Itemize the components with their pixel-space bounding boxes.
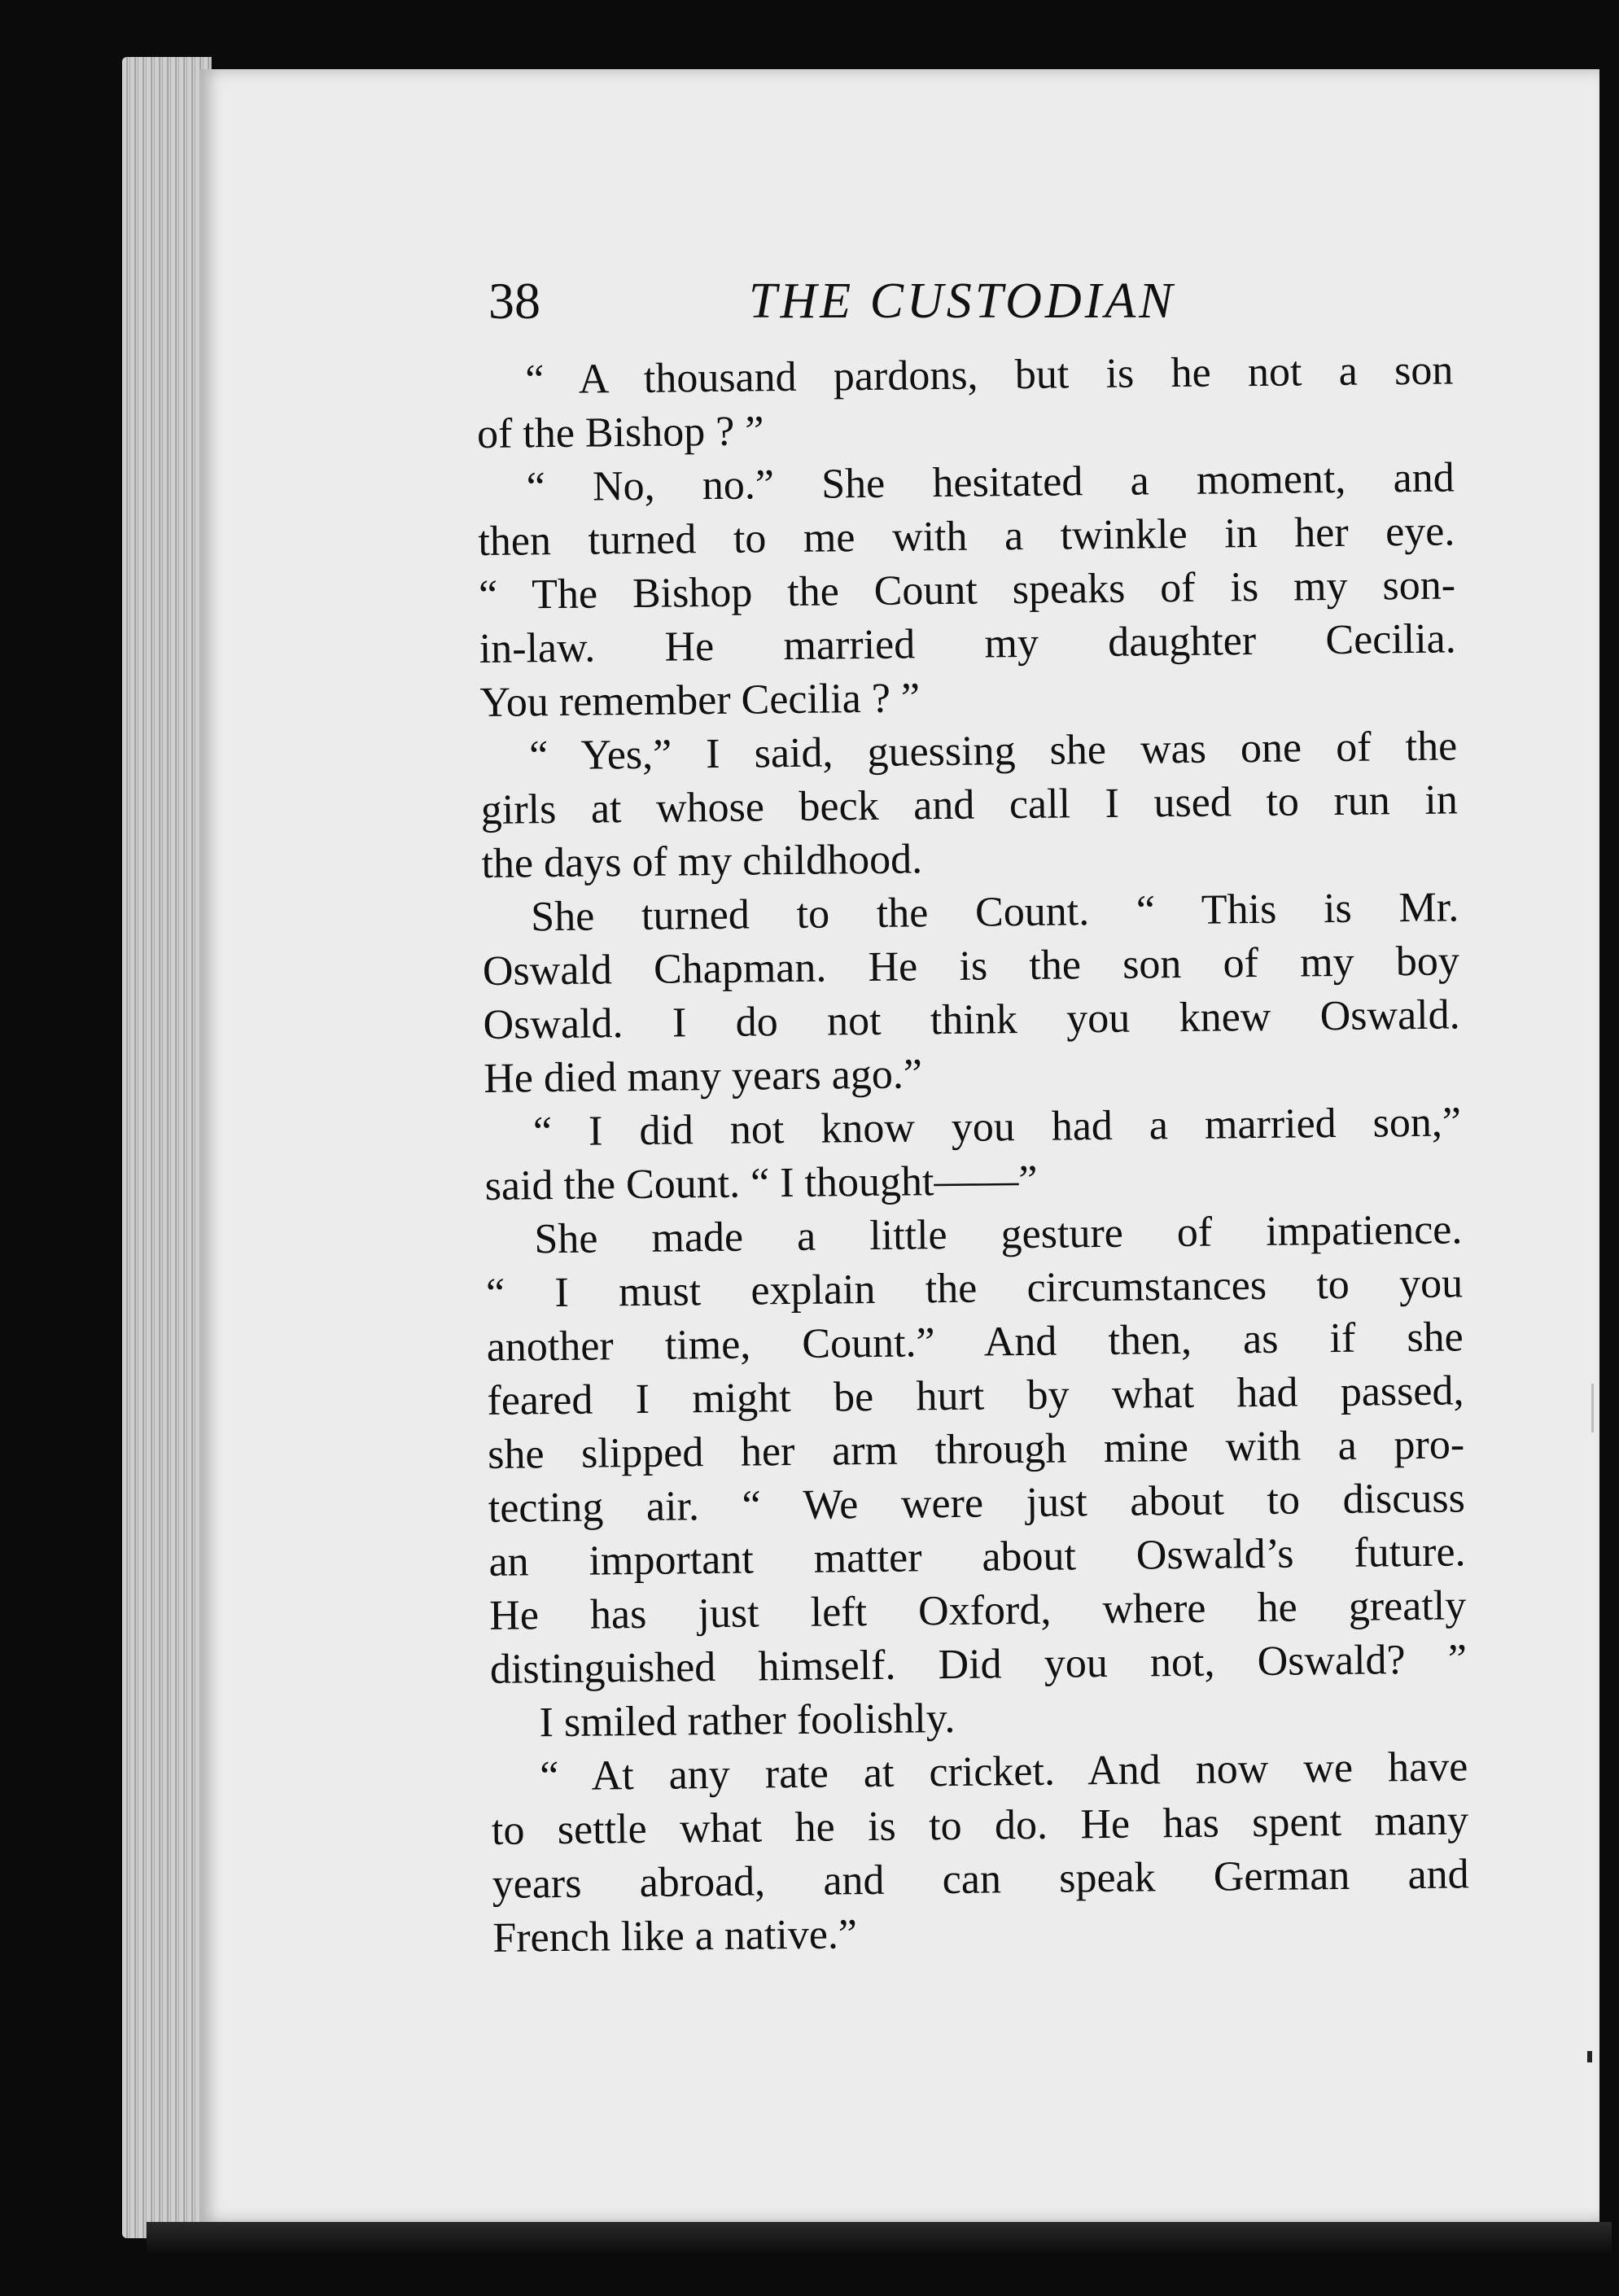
text-line: She turned to the Count. “ This is Mr. <box>530 884 1459 941</box>
text-line: Oswald Chapman. He is the son of my boy <box>482 938 1460 995</box>
text-line: to settle what he is to do. He has spent many <box>491 1797 1469 1854</box>
text-line: the days of my childhood. <box>481 836 923 887</box>
text-line: “ The Bishop the Count speaks of is my son- <box>478 562 1456 619</box>
text-line: “ A thousand pardons, but is he not a son <box>525 347 1454 404</box>
book-page-edges <box>122 57 212 2238</box>
text-line: said the Count. “ I thought——” <box>484 1157 1038 1209</box>
page-bottom-shadow <box>147 2222 1612 2254</box>
text-line: “ Yes,” I said, guessing she was one of the <box>528 723 1458 780</box>
text-line: “ I must explain the circumstances to you <box>485 1260 1464 1317</box>
text-line: feared I might be hurt by what had passed, <box>487 1367 1464 1424</box>
text-line: she slipped her arm through mine with a pro- <box>487 1421 1465 1478</box>
margin-scratch-mark <box>1587 2051 1592 2062</box>
text-line: “ I did not know you had a married son,” <box>532 1099 1462 1156</box>
page-header <box>488 273 1465 330</box>
text-line: “ No, no.” She hesitated a moment, and <box>526 454 1455 511</box>
text-line: another time, Count.” And then, as if she <box>486 1314 1464 1371</box>
text-line: He died many years ago.” <box>484 1051 923 1102</box>
text-line: He has just left Oxford, where he greatly <box>488 1582 1467 1639</box>
text-line: an important matter about Oswald’s future. <box>488 1528 1466 1585</box>
running-head: THE CUSTODIAN <box>749 273 1176 329</box>
margin-scratch-mark <box>1591 1384 1594 1432</box>
text-line: of the Bishop ? ” <box>476 408 764 457</box>
text-line: I smiled rather foolishly. <box>539 1695 956 1747</box>
text-line: tecting air. “ We were just about to discuss <box>488 1475 1466 1532</box>
text-line: You remember Cecilia ? ” <box>479 675 921 726</box>
text-line: girls at whose beck and call I used to run in <box>480 776 1459 833</box>
text-line: years abroad, and can speak German and <box>492 1851 1469 1908</box>
text-line: Oswald. I do not think you knew Oswald. <box>483 991 1460 1048</box>
text-line: French like a native.” <box>492 1911 858 1961</box>
text-line: She made a little gesture of impatience. <box>534 1206 1463 1263</box>
text-line: distinguished himself. Did you not, Oswald? ” <box>489 1636 1468 1693</box>
page-number: 38 <box>488 272 540 330</box>
body-text <box>476 343 1470 1965</box>
text-line: then turned to me with a twinkle in her eye. <box>478 508 1455 565</box>
text-line: in-law. He married my daughter Cecilia. <box>479 615 1457 672</box>
text-line: “ At any rate at cricket. And now we have <box>540 1743 1468 1800</box>
